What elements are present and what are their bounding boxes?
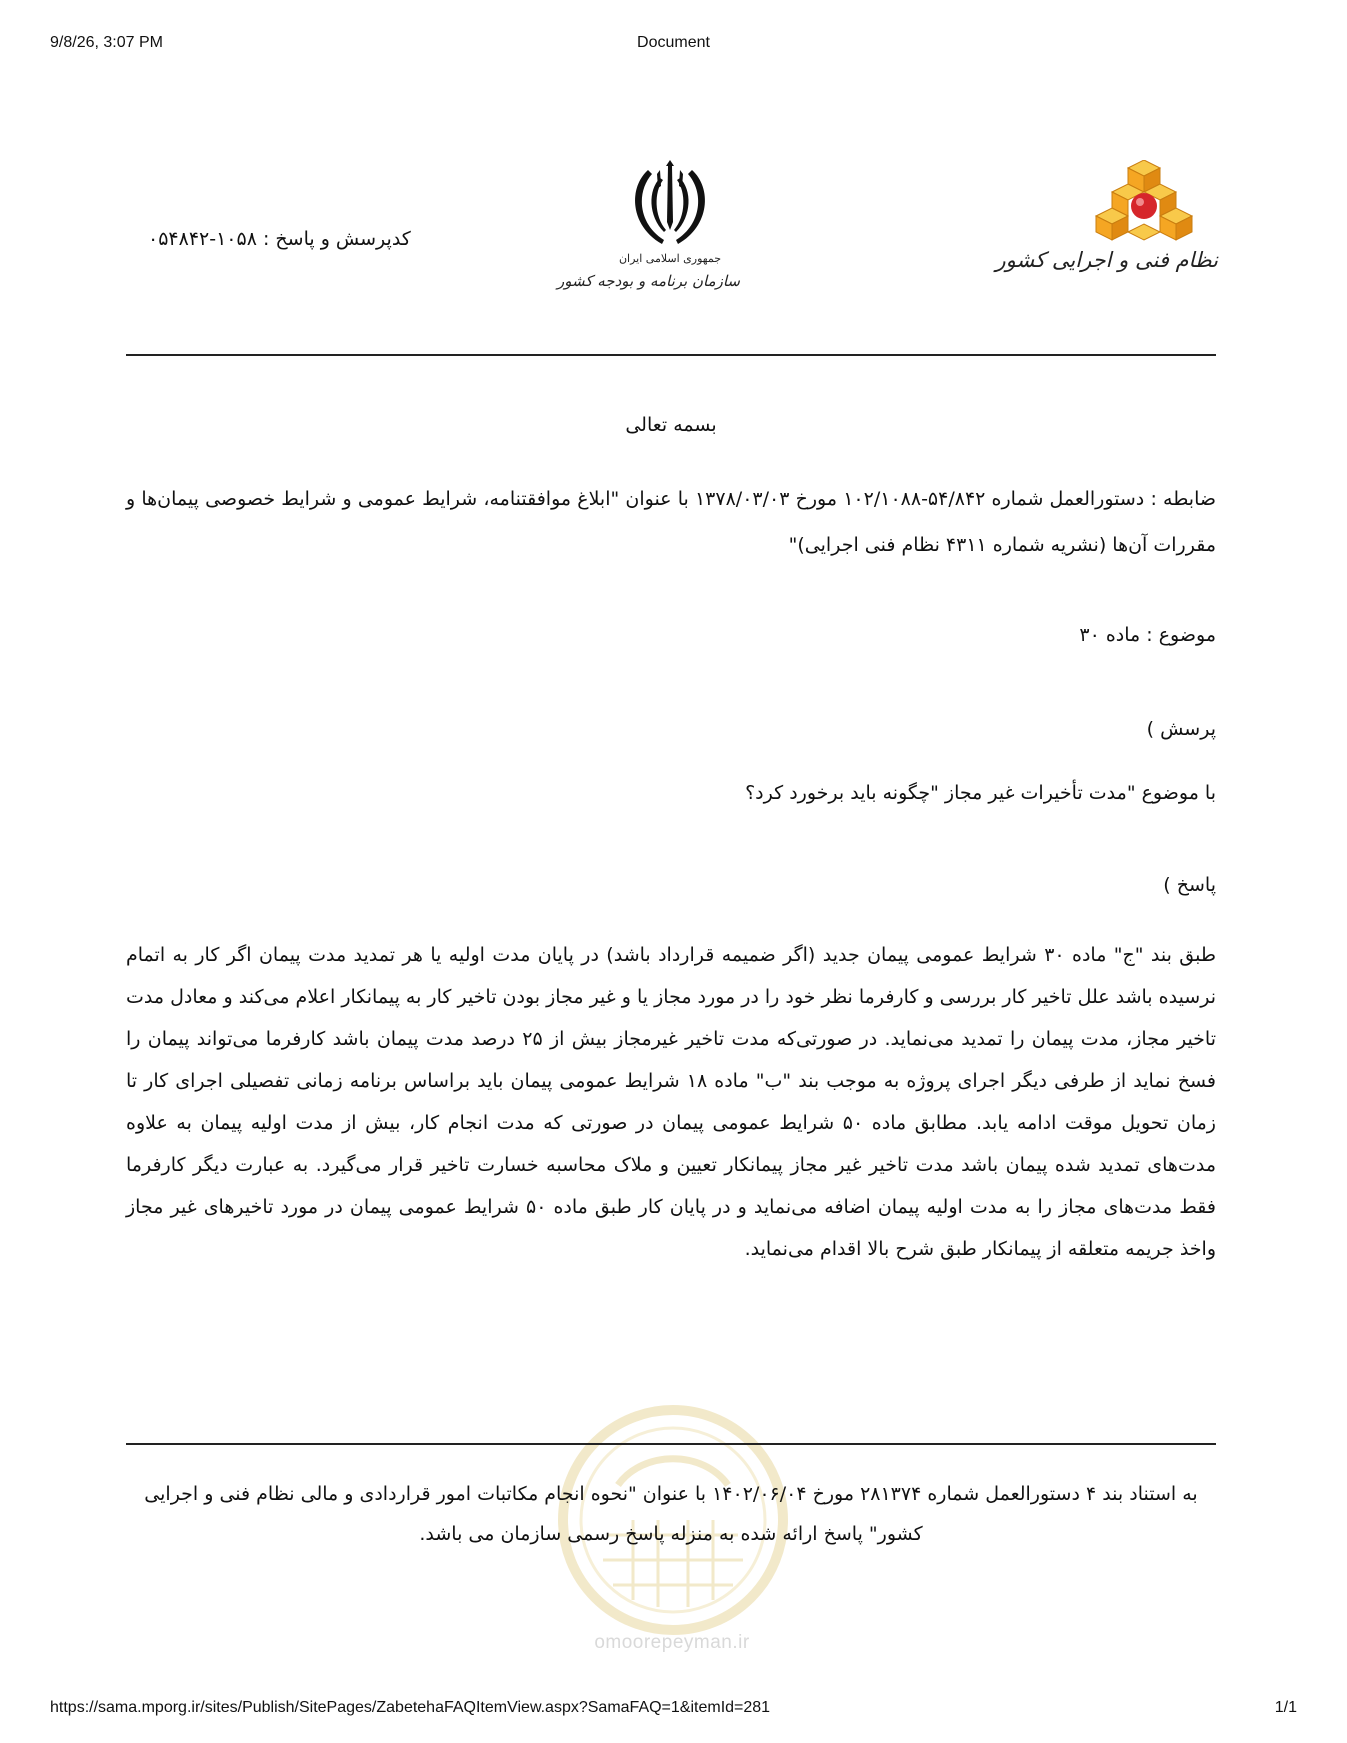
- emblem-caption-country: جمهوری اسلامی ایران: [618, 252, 722, 265]
- official-response-note: به استناد بند ۴ دستورالعمل شماره ۲۸۱۳۷۴ مورخ ۱۴۰۲/۰۶/۰۴ با عنوان "نحوه انجام مکاتبات امور قراردادی و مالی نظام فنی و اجرایی کشور" پاسخ ارائه شده به منزله پاسخ رسمی سازمان می باشد.: [144, 1483, 1198, 1545]
- print-document-title: Document: [637, 34, 710, 51]
- print-header: [50, 34, 1297, 56]
- nezam-fanni-logo: [995, 160, 1218, 300]
- iran-emblem: [556, 160, 740, 310]
- header-divider: [126, 354, 1216, 356]
- faq-code: کدپرسش و پاسخ : ۱۰۵۸-۰۵۴۸۴۲: [148, 228, 411, 250]
- nezam-fanni-logo-text: نظام فنی و اجرایی کشور: [995, 248, 1218, 272]
- question-heading: پرسش ): [1146, 718, 1216, 740]
- watermark-site-text: omoorepeyman.ir: [594, 1632, 750, 1653]
- print-page-number: 1/1: [1274, 1699, 1297, 1716]
- subject-line: موضوع : ماده ۳۰: [1079, 624, 1216, 646]
- print-footer: [50, 1699, 1297, 1721]
- footer-divider: [126, 1443, 1216, 1445]
- answer-heading: پاسخ ): [1163, 874, 1216, 896]
- nezam-fanni-logo-icon: [1068, 160, 1218, 250]
- print-datetime: 9/8/26, 3:07 PM: [50, 34, 163, 51]
- zabete-paragraph: ضابطه : دستورالعمل شماره ۵۴/۸۴۲-۱۰۲/۱۰۸۸ مورخ ۱۳۷۸/۰۳/۰۳ با عنوان "ابلاغ موافقتنامه، شرایط عمومی و شرایط خصوصی پیمان‌ها و مقررات آن‌ها (نشریه شماره ۴۳۱۱ نظام فنی اجرایی)": [126, 488, 1217, 556]
- invocation: بسمه تعالی: [625, 414, 717, 436]
- question-text: با موضوع "مدت تأخیرات غیر مجاز "چگونه باید برخورد کرد؟: [745, 782, 1216, 804]
- iran-emblem-icon: [600, 160, 740, 250]
- answer-paragraph: طبق بند "ج" ماده ۳۰ شرایط عمومی پیمان جدید (اگر ضمیمه قرارداد باشد) در پایان مدت اولیه یا هر تمدید مدت پیمان اگر کار به اتمام نرسیده باشد علل تاخیر کار بررسی و کارفرما نظر خود را در مورد مجاز یا و غیر مجاز بودن تاخیر کار به پیمانکار اعلام می‌کند و معادل مدت تاخیر مجاز، مدت پیمان را تمدید می‌نماید. در صورتی‌که مدت تاخیر غیرمجاز بیش از ۲۵ درصد مدت پیمان باشد کارفرما می‌تواند پیمان را فسخ نماید از طرفی دیگر اجرای پروژه به موجب بند "ب" ماده ۱۸ شرایط عمومی پیمان باید براساس برنامه زمانی تفصیلی اجرای کار تا زمان تحویل موقت ادامه یابد. مطابق ماده ۵۰ شرایط عمومی پیمان در صورتی که مدت انجام کار، بیش از مدت اولیه پیمان به علاوه مدت‌های تمدید شده پیمان باشد مدت تاخیر غیر مجاز پیمانکار تعیین و ملاک محاسبه خسارت تاخیر قرار می‌گیرد. به عبارت دیگر کارفرما فقط مدت‌های مجاز را به مدت اولیه پیمان اضافه می‌نماید و در پایان کار طبق ماده ۵۰ شرایط عمومی پیمان در مورد تاخیرهای غیر مجاز واخذ جریمه متعلقه از پیمانکار طبق شرح بالا اقدام می‌نماید.: [126, 944, 1217, 1260]
- print-url: https://sama.mporg.ir/sites/Publish/SitePages/ZabetehaFAQItemView.aspx?SamaFAQ=1&itemId=281: [50, 1699, 771, 1716]
- emblem-caption-organization: سازمان برنامه و بودجه کشور: [556, 272, 740, 290]
